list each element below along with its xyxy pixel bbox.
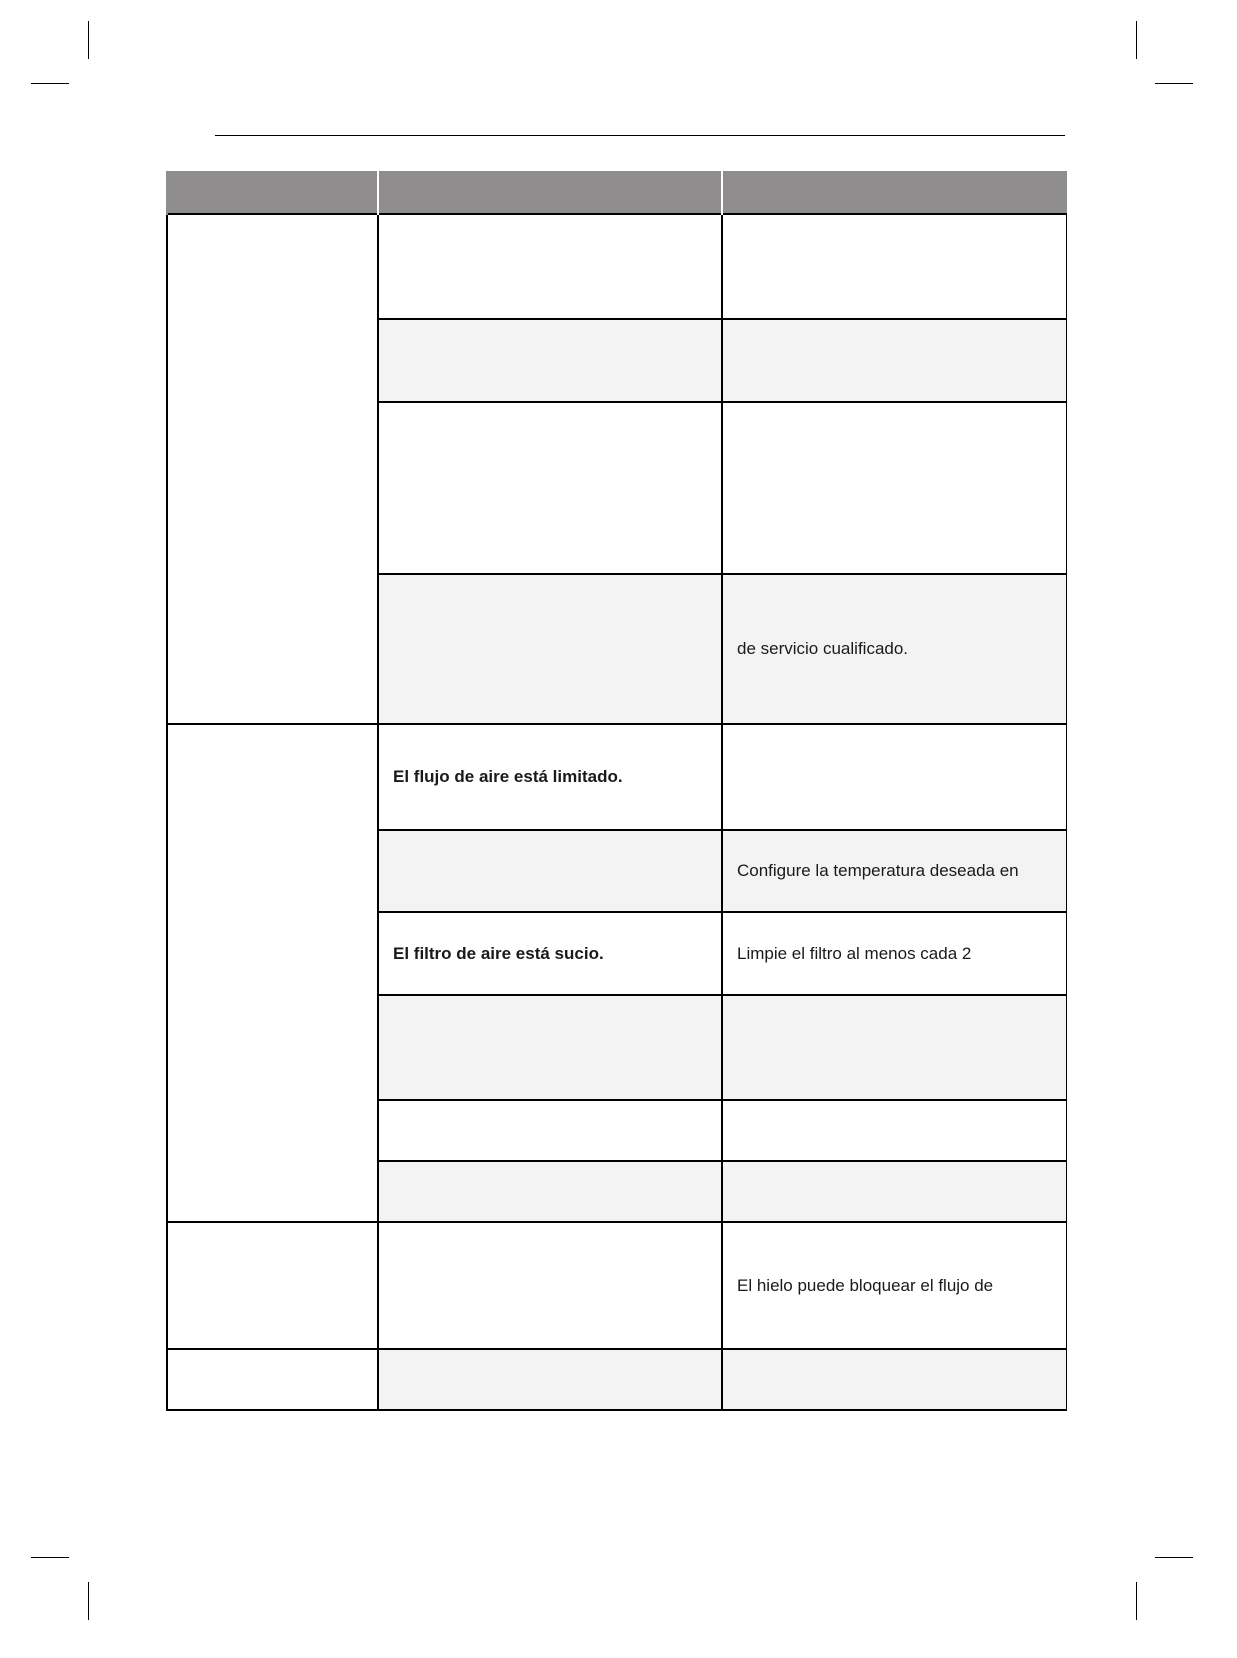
cause-cell: [378, 319, 722, 402]
cause-cell: [378, 1349, 722, 1410]
solution-cell: [722, 1100, 1066, 1161]
solution-cell: [722, 319, 1066, 402]
crop-mark-bottom-left-vertical: [88, 1582, 89, 1620]
cause-cell: [378, 1100, 722, 1161]
solution-cell: [722, 214, 1066, 319]
table-header-row: [167, 171, 1066, 214]
solution-cell: [722, 1349, 1066, 1410]
table-row: [167, 1222, 1066, 1349]
crop-mark-bottom-right-vertical: [1136, 1582, 1137, 1620]
problem-cell: [167, 1349, 378, 1410]
solution-cell: [722, 402, 1066, 574]
cause-cell: El flujo de aire está limitado.: [378, 724, 722, 830]
header-cause: [378, 171, 722, 214]
table-row: [167, 724, 1066, 830]
crop-mark-top-right-vertical: [1136, 21, 1137, 59]
header-rule: [215, 135, 1065, 136]
solution-cell: de servicio cualificado.: [722, 574, 1066, 724]
problem-cell: [167, 724, 378, 1222]
solution-cell: [722, 1161, 1066, 1222]
cause-cell: [378, 574, 722, 724]
solution-cell: [722, 995, 1066, 1100]
cause-cell: [378, 214, 722, 319]
solution-cell: El hielo puede bloquear el flujo de: [722, 1222, 1066, 1349]
cause-cell: [378, 830, 722, 912]
cause-cell: El filtro de aire está sucio.: [378, 912, 722, 995]
table-row: [167, 214, 1066, 319]
crop-mark-top-left-horizontal: [31, 83, 69, 84]
troubleshooting-table: [166, 171, 1067, 1411]
cause-cell: [378, 402, 722, 574]
cause-cell: [378, 995, 722, 1100]
solution-cell: [722, 724, 1066, 830]
crop-mark-bottom-left-horizontal: [31, 1557, 69, 1558]
crop-mark-top-right-horizontal: [1155, 83, 1193, 84]
problem-cell: [167, 214, 378, 724]
header-solution: [722, 171, 1066, 214]
header-problem: [167, 171, 378, 214]
solution-cell: Limpie el filtro al menos cada 2: [722, 912, 1066, 995]
solution-cell: Configure la temperatura deseada en: [722, 830, 1066, 912]
table-row: [167, 1349, 1066, 1410]
problem-cell: [167, 1222, 378, 1349]
cause-cell: [378, 1161, 722, 1222]
crop-mark-top-left-vertical: [88, 21, 89, 59]
cause-cell: [378, 1222, 722, 1349]
crop-mark-bottom-right-horizontal: [1155, 1557, 1193, 1558]
